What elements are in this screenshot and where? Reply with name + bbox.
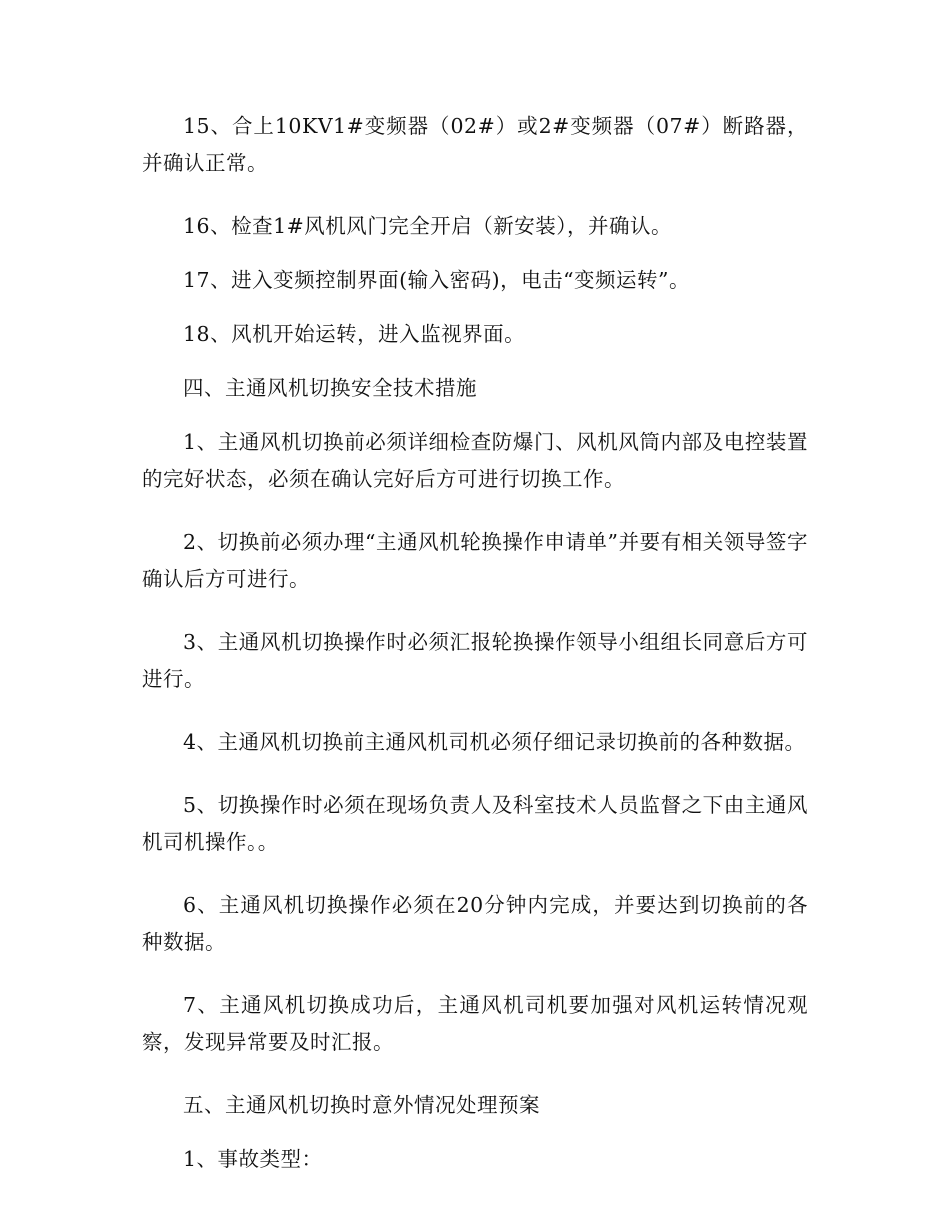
step-17-paragraph: 17、进入变频控制界面(输入密码)，电击“变频运转”。 xyxy=(183,268,691,292)
accident-type-paragraph: 1、事故类型： xyxy=(183,1147,323,1171)
section-5-heading: 五、主通风机切换时意外情况处理预案 xyxy=(183,1093,540,1117)
document-body xyxy=(142,108,808,1195)
measure-1-paragraph: 1、主通风机切换前必须详细检查防爆门、风机风筒内部及电控装置的完好状态，必须在确认完好后方可进行切换工作。 xyxy=(142,430,808,491)
step-18-paragraph: 18、风机开始运转，进入监视界面。 xyxy=(183,322,526,346)
measure-5-paragraph: 5、切换操作时必须在现场负责人及科室技术人员监督之下由主通风机司机操作。。 xyxy=(142,793,808,854)
measure-7-paragraph: 7、主通风机切换成功后，主通风机司机要加强对风机运转情况观察，发现异常要及时汇报。 xyxy=(142,993,808,1054)
step-16-paragraph: 16、检查1#风机风门完全开启（新安装），并确认。 xyxy=(183,214,673,238)
measure-6-paragraph: 6、主通风机切换操作必须在20分钟内完成，并要达到切换前的各种数据。 xyxy=(142,893,808,954)
measure-4-paragraph: 4、主通风机切换前主通风机司机必须仔细记录切换前的各种数据。 xyxy=(183,730,806,754)
measure-2-paragraph: 2、切换前必须办理“主通风机轮换操作申请单”并要有相关领导签字确认后方可进行。 xyxy=(142,530,808,591)
measure-3-paragraph: 3、主通风机切换操作时必须汇报轮换操作领导小组组长同意后方可进行。 xyxy=(142,630,808,691)
step-15-paragraph: 15、合上10KV1#变频器（02#）或2#变频器（07#）断路器，并确认正常。 xyxy=(142,114,808,175)
section-4-heading: 四、主通风机切换安全技术措施 xyxy=(183,376,477,400)
